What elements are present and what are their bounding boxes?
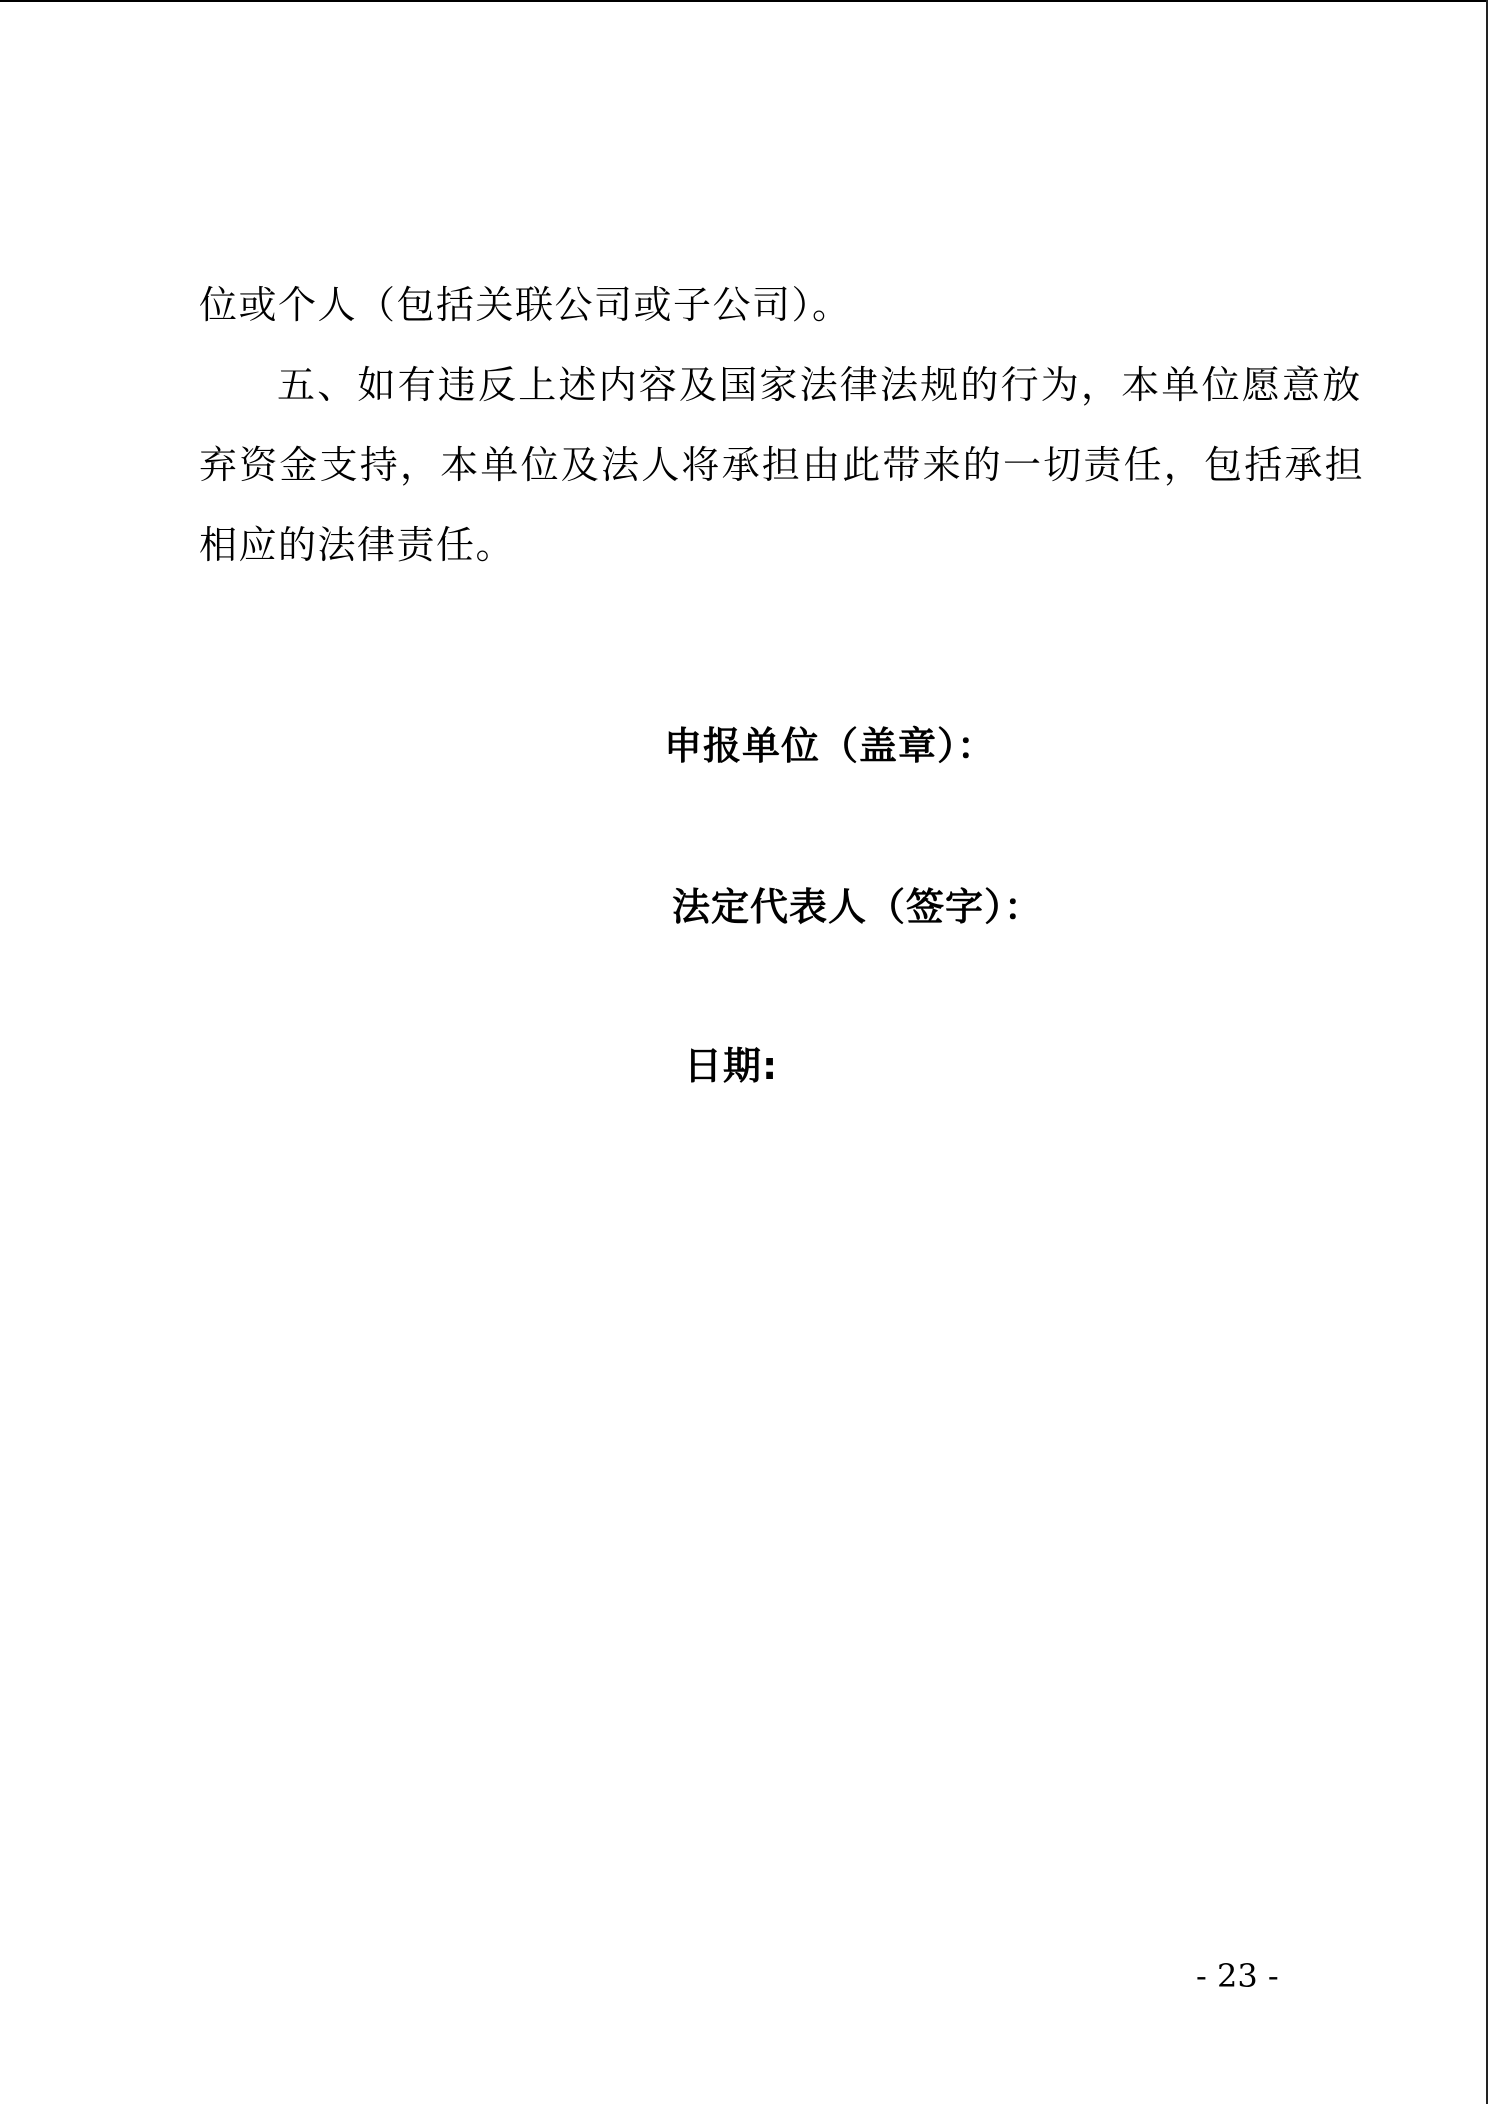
date-label: 日期: xyxy=(684,1044,779,1088)
paragraph-five-line-1: 五、如有违反上述内容及国家法律法规的行为，本单位愿意放 xyxy=(277,363,1363,407)
legal-representative-signature-label: 法定代表人（签字）： xyxy=(672,885,1044,929)
page-number: - 23 - xyxy=(1196,1957,1279,1995)
paragraph-five-line-3: 相应的法律责任。 xyxy=(199,523,516,567)
applicant-unit-seal-label: 申报单位（盖章）： xyxy=(664,724,997,768)
paragraph-continuation: 位或个人（包括关联公司或子公司）。 xyxy=(199,283,852,327)
paragraph-five-line-2: 弃资金支持，本单位及法人将承担由此带来的一切责任，包括承担 xyxy=(199,443,1365,487)
top-border xyxy=(0,0,1488,2)
